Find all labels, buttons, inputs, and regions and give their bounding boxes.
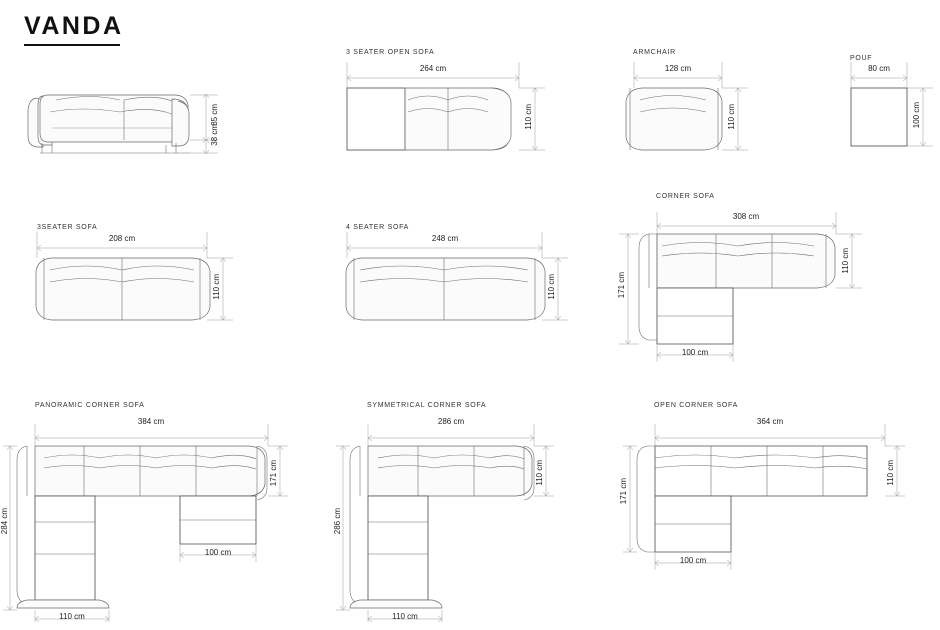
dim-open-corner-depth: 100 cm [679, 556, 707, 565]
label-corner-sofa: CORNER SOFA [656, 193, 715, 200]
label-3-seater-sofa: 3SEATER SOFA [37, 224, 98, 231]
dim-armchair-height: 110 cm [727, 104, 736, 130]
dim-3-seater-height: 110 cm [212, 274, 221, 300]
dim-hero-height-38: 38 cm [210, 124, 219, 146]
dim-armchair-width: 128 cm [664, 64, 692, 73]
figure-seater4 [346, 232, 568, 320]
figure-seater3open [347, 62, 545, 150]
dim-panoramic-foot: 110 cm [59, 612, 85, 621]
label-4-seater-sofa: 4 SEATER SOFA [346, 224, 410, 231]
dim-panoramic-depth: 100 cm [204, 548, 232, 557]
dim-open-corner-depth-v: 171 cm [619, 478, 628, 505]
figure-seater3 [36, 232, 233, 320]
dim-symmetrical-depth-v: 286 cm [333, 508, 342, 535]
dim-symmetrical-foot: 110 cm [392, 612, 418, 621]
dim-open-corner-width: 364 cm [756, 417, 784, 426]
dim-corner-width: 308 cm [732, 212, 760, 221]
dim-3-seater-open-height: 110 cm [524, 104, 533, 130]
dim-4-seater-width: 248 cm [431, 234, 459, 243]
dim-pouf-height: 100 cm [912, 102, 921, 129]
dim-open-corner-height: 110 cm [886, 460, 895, 486]
figure-corner [619, 212, 862, 362]
label-pouf: POUF [850, 55, 873, 62]
dim-hero-height-85: 85 cm [210, 104, 219, 126]
dim-3-seater-open-width: 264 cm [419, 64, 447, 73]
figure-panoramic [3, 424, 288, 622]
label-3-seater-open-sofa: 3 SEATER OPEN SOFA [346, 49, 435, 56]
dim-corner-height: 110 cm [841, 248, 850, 274]
dim-symmetrical-width: 286 cm [437, 417, 465, 426]
label-symmetrical-corner-sofa: SYMMETRICAL CORNER SOFA [367, 402, 487, 409]
label-open-corner-sofa: OPEN CORNER SOFA [654, 402, 738, 409]
title-underline [24, 44, 120, 46]
dim-corner-depth-v: 171 cm [617, 272, 626, 299]
figure-hero [28, 95, 190, 153]
dim-corner-depth: 100 cm [681, 348, 709, 357]
dim-4-seater-height: 110 cm [547, 274, 556, 300]
dim-panoramic-height: 171 cm [269, 460, 278, 487]
dim-pouf-width: 80 cm [868, 64, 890, 73]
dim-panoramic-depth-v: 284 cm [0, 508, 9, 535]
dim-symmetrical-height: 110 cm [535, 460, 544, 486]
page-title: VANDA [24, 12, 124, 40]
label-armchair: ARMCHAIR [633, 49, 676, 56]
figure-opencorner [623, 424, 905, 570]
label-panoramic-corner-sofa: PANORAMIC CORNER SOFA [35, 402, 145, 409]
dim-3-seater-width: 208 cm [108, 234, 136, 243]
figure-symmetrical [336, 424, 554, 622]
dim-panoramic-width: 384 cm [137, 417, 165, 426]
